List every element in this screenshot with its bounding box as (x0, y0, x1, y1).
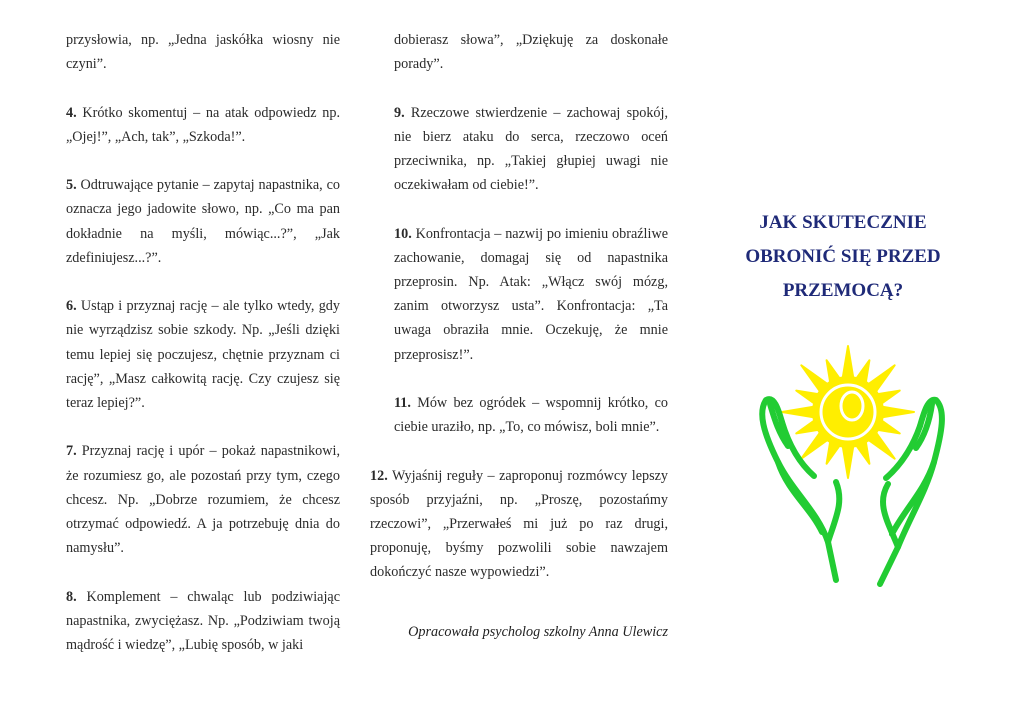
tip-6 (66, 294, 340, 415)
tip-text: Wyjaśnij reguły – zaproponuj rozmówcy lepszy sposób przyjaźni, np. „Proszę, pozostańmy rzeczowi”, „Przerwałeś mi już po raz drugi, proponuję, byśmy pozwolili sobie nawzajem dokończyć nasze wypowiedzi”. (370, 467, 668, 581)
tip-12 (370, 464, 668, 585)
paragraph-continuation: przysłowia, np. „Jedna jaskółka wiosny nie czyni”. (66, 32, 340, 73)
tip-number: 12. (370, 467, 388, 484)
tip-text: Mów bez ogródek – wspomnij krótko, co ciebie uraziło, np. „To, co mówisz, boli mnie”. (394, 395, 668, 436)
tip-text: Przyznaj rację i upór – pokaż napastnikowi, że rozumiesz go, ale pozostań przy tym, czego chcesz. Np. „Dobrze rozumiem, że chcesz otrzymać odpowiedź. A ja potrzebuję dnia do namysłu”. (66, 443, 340, 557)
tip-text: Krótko skomentuj – na atak odpowiedz np. „Ojej!”, „Ach, tak”, „Szkoda!”. (66, 104, 340, 145)
tip-text: Komplement – chwaląc lub podziwiając napastnika, zwyciężasz. Np. „Podziwiam twoją mądrość i wiedzę”, „Lubię sposób, w jaki (66, 588, 340, 653)
sun-petal (782, 406, 817, 417)
tip-5 (66, 173, 340, 270)
tip-7 (66, 439, 340, 560)
tip-4 (66, 101, 340, 149)
tip-number: 11. (394, 395, 411, 411)
tip-text: Ustąp i przyznaj rację – ale tylko wtedy, gdy nie wyrządzisz sobie szkody. Np. „Jeśli dzięki temu lepiej się poczujesz, chętnie przyznam ci rację”, „Masz całkowitą rację. Czy czujesz się teraz lepiej?”. (66, 298, 340, 411)
sun-petal (879, 406, 914, 417)
middle-column (370, 28, 668, 609)
author-signature: Opracowała psycholog szkolny Anna Ulewicz (408, 624, 668, 640)
tip-text: Odtruwające pytanie – zapytaj napastnika, co oznacza jego jadowite słowo, np. „Co ma pan dokładnie na myśli, mówiąc...?”, „Jak zdefiniujesz...?”. (66, 177, 340, 266)
sun-petal (842, 443, 853, 478)
tip-number: 10. (394, 225, 412, 242)
tip-number: 8. (66, 588, 77, 605)
tip-11 (370, 391, 668, 439)
tip-text: Rzeczowe stwierdzenie – zachowaj spokój, nie bierz ataku do serca, rzeczowo oceń przeciwnika, np. „Takiej głupiej uwagi nie oczekiwałam od ciebie!”. (394, 104, 668, 194)
tip-number: 7. (66, 443, 77, 460)
sun-petal (842, 346, 853, 381)
tip-number: 5. (66, 177, 77, 194)
cover-title: JAK SKUTECZNIE OBRONIĆ SIĘ PRZED PRZEMOCĄ? (745, 212, 941, 301)
tip-number: 4. (66, 104, 77, 121)
hands-holding-sun-icon (748, 342, 948, 592)
tip-text: Konfrontacja – nazwij po imieniu obraźliwe zachowanie, domagaj się od napastnika przeprosin. Np. Atak: „Włącz swój mózg, zanim otworzysz usta”. Konfrontacja: „Ta uwaga obraziła mnie. Oczekuję, że mnie przeprosisz!”. (394, 225, 668, 363)
tip-9 (370, 101, 668, 198)
tip-10 (370, 222, 668, 367)
tip-number: 6. (66, 298, 77, 315)
tip-number: 9. (394, 104, 405, 121)
tip-8 (66, 585, 340, 658)
left-column (66, 28, 340, 681)
paragraph-continuation: dobierasz słowa”, „Dziękuję za doskonałe porady”. (394, 32, 668, 73)
